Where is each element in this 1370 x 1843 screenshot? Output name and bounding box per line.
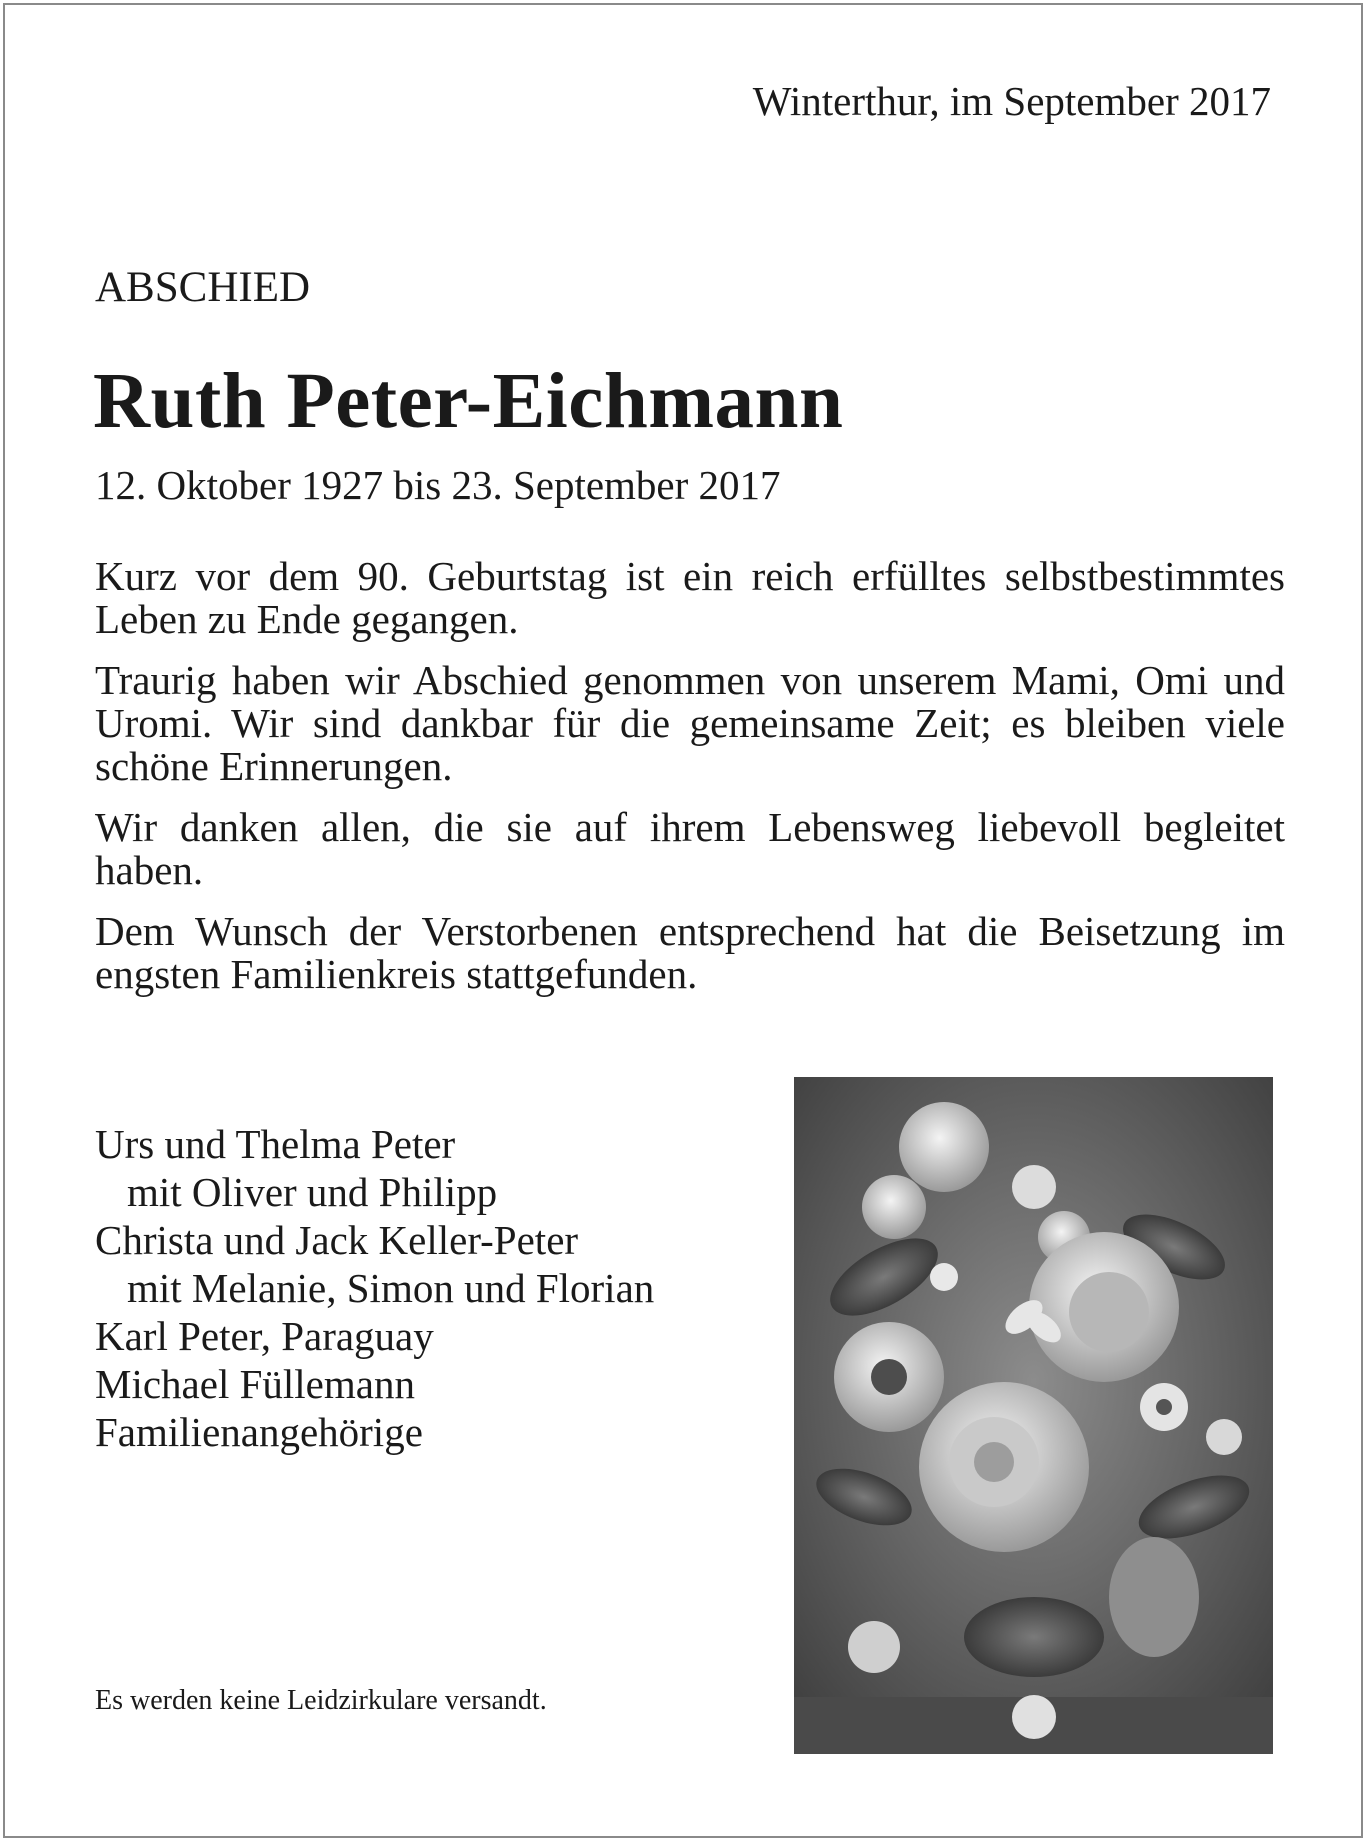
family-list	[95, 1120, 654, 1456]
family-line: Familienangehörige	[95, 1409, 423, 1455]
notice-heading: ABSCHIED	[95, 264, 311, 311]
life-dates: 12. Oktober 1927 bis 23. September 2017	[95, 462, 781, 508]
paragraph: Kurz vor dem 90. Geburtstag ist ein reich erfülltes selbstbestimmtes Leben zu Ende gegangen.	[95, 553, 1285, 642]
family-line: mit Melanie, Simon und Florian	[127, 1265, 655, 1311]
paragraph: Dem Wunsch der Verstorbenen entsprechend hat die Beisetzung im engsten Familienkreis stattgefunden.	[95, 908, 1285, 997]
family-line: mit Oliver und Philipp	[127, 1169, 498, 1215]
family-line: Michael Füllemann	[95, 1361, 415, 1407]
family-line: Christa und Jack Keller-Peter	[95, 1217, 579, 1263]
circular-note: Es werden keine Leidzirkulare versandt.	[95, 1685, 547, 1716]
family-line: Urs und Thelma Peter	[95, 1121, 456, 1167]
flower-still-life-icon	[794, 1077, 1273, 1754]
deceased-name: Ruth Peter-Eichmann	[93, 358, 844, 445]
notice-body	[95, 555, 1285, 1014]
paragraph: Traurig haben wir Abschied genommen von unserem Mami, Omi und Uromi. Wir sind dankbar für die gemeinsame Zeit; es bleiben viele schöne Erinnerungen.	[95, 657, 1285, 789]
family-line: Karl Peter, Paraguay	[95, 1313, 434, 1359]
dateline: Winterthur, im September 2017	[752, 78, 1271, 124]
paragraph: Wir danken allen, die sie auf ihrem Lebensweg liebevoll begleitet haben.	[95, 804, 1285, 893]
